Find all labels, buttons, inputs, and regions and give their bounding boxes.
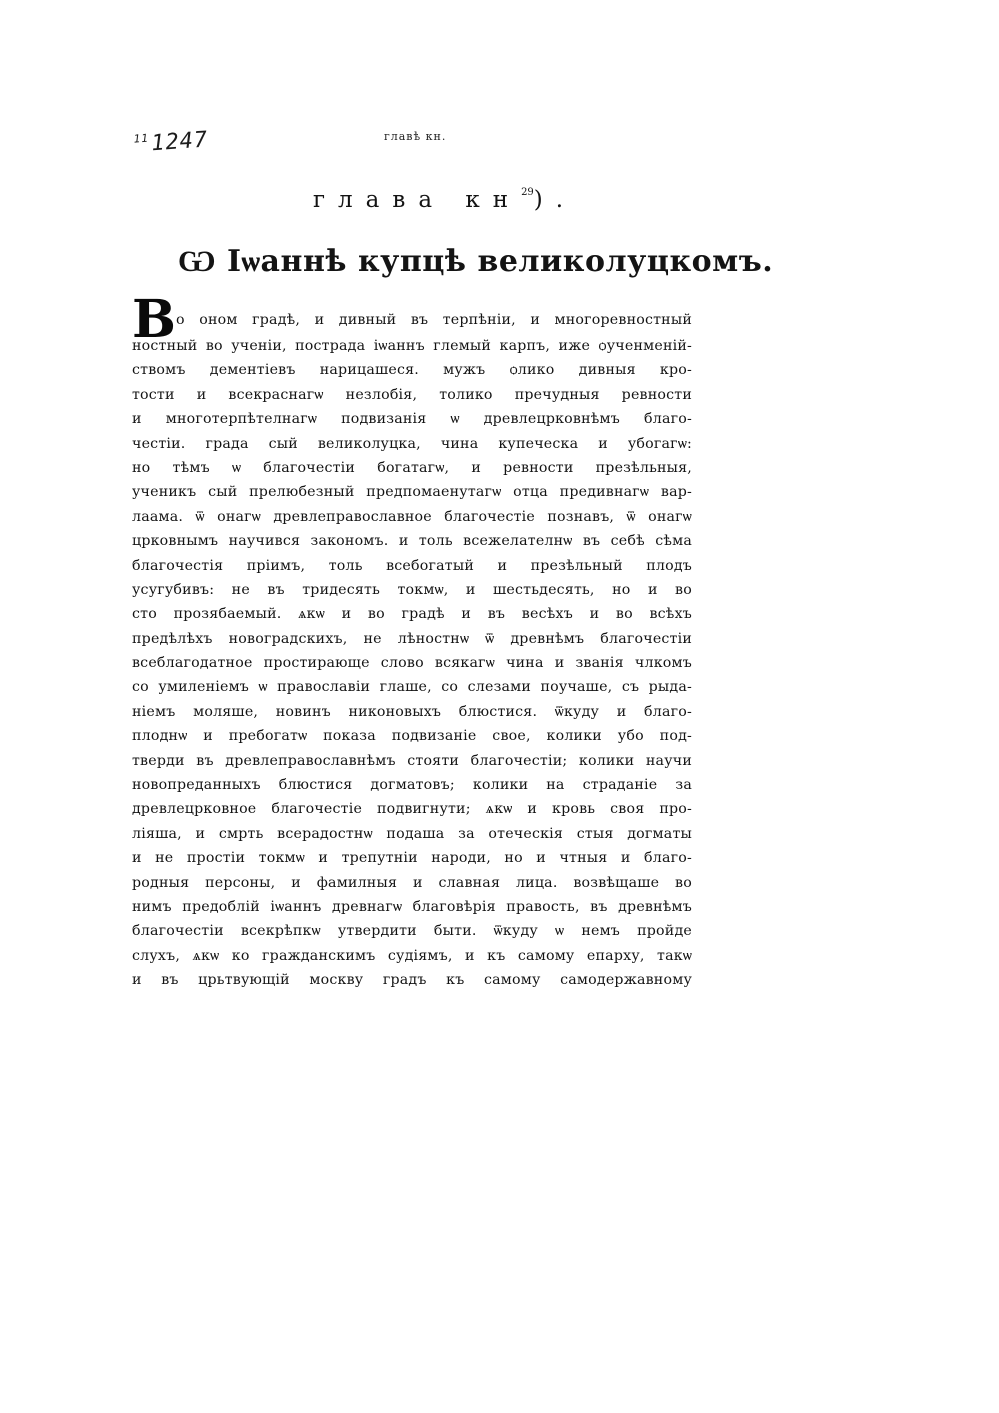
text-line: новопреданныхъ блюстися догматовъ; колики на страданіе за [132, 777, 692, 794]
handwritten-page-number [133, 127, 209, 157]
text-line: тости и всекраснагѡ незлобія, толико пречудныя ревности [132, 386, 692, 403]
chapter-title-close: ). [533, 187, 577, 213]
text-line: тверди въ древлеправославнѣмъ стояти благочестіи; колики научи [132, 752, 692, 769]
chapter-title-text: глава кн [313, 187, 522, 213]
text-line: и въ црьтвующій москву градъ къ самому самодержавному [132, 972, 692, 989]
text-line: предѣлѣхъ новоградскихъ, не лѣностнѡ ѿ древнѣмъ благочестіи [132, 630, 692, 647]
text-line: честіи. града сый великолуцка, чина купеческа и убогагѡ: [132, 435, 692, 452]
text-line: нимъ предоблій іѡаннъ древнагѡ благовѣрія правость, въ древнѣмъ [132, 898, 692, 915]
handwritten-note-number: 1247 [150, 127, 210, 157]
text-line: црковнымъ научився закономъ. и толь всежелателнѡ въ себѣ сѣма [132, 533, 692, 550]
text-line: ствомъ дементіевъ нарицашеся. мужъ ѻлико дивныя кро- [132, 362, 692, 379]
text-line: о оном градѣ, и дивный въ терпѣніи, и многоревностный [176, 312, 692, 328]
text-line: всеблагодатное простирающе слово всякагѡ чина и званія члкомъ [132, 655, 692, 672]
text-line: плоднѡ и пребогатѡ показа подвизаніе свое, колики убо под- [132, 728, 692, 745]
text-line: со умиленіемъ ѡ православіи глаше, со слезами поучаше, съ рыда- [132, 679, 692, 696]
text-line: древлецрковное благочестіе подвигнути; ѧкѡ и кровь своя про- [132, 801, 692, 818]
text-line: благочестіи всекрѣпкѡ утвердити быти. ѿкуду ѡ немъ пройде [132, 923, 692, 940]
text-line: благочестія пріимъ, толь всебогатый и презѣльный плодъ [132, 557, 692, 574]
text-line: сто прозябаемый. ѧкѡ и во градѣ и въ весѣхъ и во всѣхъ [132, 606, 692, 623]
drop-cap-initial: В [132, 289, 176, 350]
chapter-subtitle: Ѡ Іѡаннѣ купцѣ великолуцкомъ. [178, 244, 774, 279]
body-text [132, 289, 692, 993]
handwritten-note-superscript: 11 [133, 131, 150, 146]
running-head: главѣ кн. [384, 130, 447, 143]
text-line: ліяша, и смрть всерадостнѡ подаша за отеческія стыя догматы [132, 825, 692, 842]
chapter-footnote-ref: 29 [521, 187, 534, 198]
text-line: родныя персоны, и фамилныя и славная лица. возвѣщаше во [132, 874, 692, 891]
text-lines [132, 289, 692, 993]
chapter-title [313, 187, 576, 213]
text-line: ученикъ сый прелюбезный предпомаенутагѡ отца предивнагѡ вар- [132, 484, 692, 501]
text-line: усугубивъ: не въ тридесять токмѡ, и шестьдесять, но и во [132, 581, 692, 598]
text-line: и многотерпѣтелнагѡ подвизанія ѡ древлецрковнѣмъ благо- [132, 411, 692, 428]
text-line: но тѣмъ ѡ благочестіи богатагѡ, и ревности презѣльныя, [132, 459, 692, 476]
text-line: слухъ, ѧкѡ ко гражданскимъ судіямъ, и къ самому епарху, такѡ [132, 947, 692, 964]
text-line: лаама. ѿ онагѡ древлеправославное благочестіе познавъ, ѿ онагѡ [132, 508, 692, 525]
text-line: и не простіи токмѡ и трепутніи народи, но и чтныя и благо- [132, 850, 692, 867]
text-line: ніемъ моляше, новинъ никоновыхъ блюстися. ѿкуду и благо- [132, 703, 692, 720]
text-line: ностный во ученіи, пострада іѡаннъ глемый карпъ, иже ѻученменій- [132, 338, 692, 354]
